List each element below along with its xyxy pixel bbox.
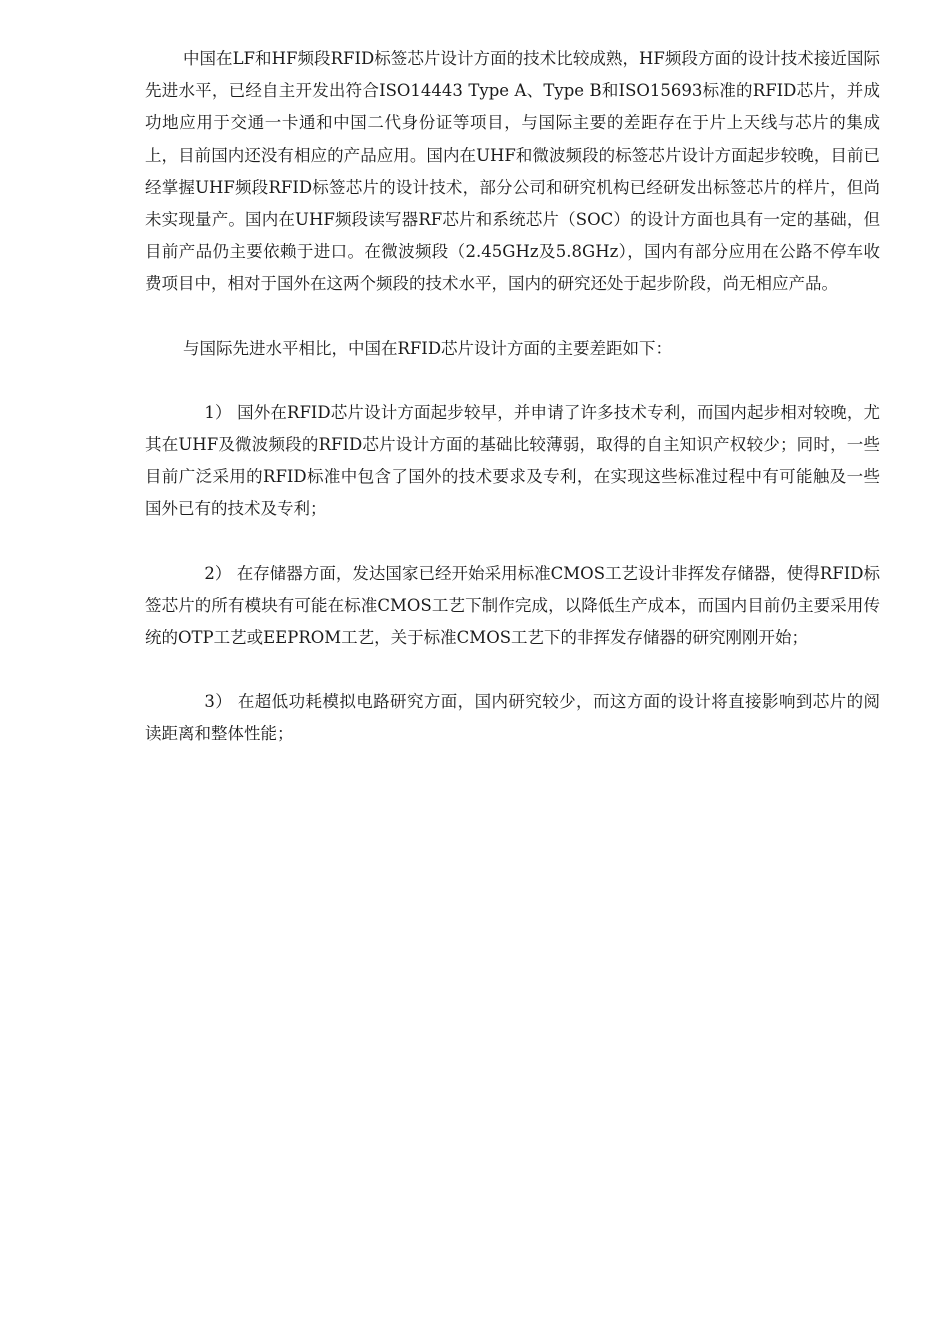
list-item-3: 3） 在超低功耗模拟电路研究方面，国内研究较少，而这方面的设计将直接影响到芯片的阅读距离和整体性能； xyxy=(145,692,880,744)
paragraph-intro: 中国在LF和HF频段RFID标签芯片设计方面的技术比较成熟，HF频段方面的设计技术接近国际先进水平，已经自主开发出符合ISO14443 Type A、Type B和ISO15693标准的RFID芯片，并成功地应用于交通一卡通和中国二代身份证等项目，与国际主要的差距存在于片上天线与芯片的集成上，目前国内还没有相应的产品应用。国内在UHF和微波频段的标签芯片设计方面起步较晚，目前已经掌握UHF频段RFID标签芯片的设计技术，部分公司和研究机构已经研发出标签芯片的样片，但尚未实现量产。国内在UHF频段读写器RF芯片和系统芯片（SOC）的设计方面也具有一定的基础，但目前产品仍主要依赖于进口。在微波频段（2.45GHz及5.8GHz），国内有部分应用在公路不停车收费项目中，相对于国外在这两个频段的技术水平，国内的研究还处于起步阶段，尚无相应产品。 xyxy=(145,49,880,294)
list-item-2: 2） 在存储器方面，发达国家已经开始采用标准CMOS工艺设计非挥发存储器，使得RFID标签芯片的所有模块有可能在标准CMOS工艺下制作完成，以降低生产成本，而国内目前仍主要采用传统的OTP工艺或EEPROM工艺，关于标准CMOS工艺下的非挥发存储器的研究刚刚开始； xyxy=(145,563,880,648)
document-body xyxy=(145,43,880,783)
paragraph-summary: 与国际先进水平相比，中国在RFID芯片设计方面的主要差距如下： xyxy=(182,338,673,358)
list-item-1: 1） 国外在RFID芯片设计方面起步较早，并申请了许多技术专利，而国内起步相对较晚，尤其在UHF及微波频段的RFID芯片设计方面的基础比较薄弱，取得的自主知识产权较少；同时，一些目前广泛采用的RFID标准中包含了国外的技术要求及专利，在实现这些标准过程中有可能触及一些国外已有的技术及专利； xyxy=(145,402,880,519)
